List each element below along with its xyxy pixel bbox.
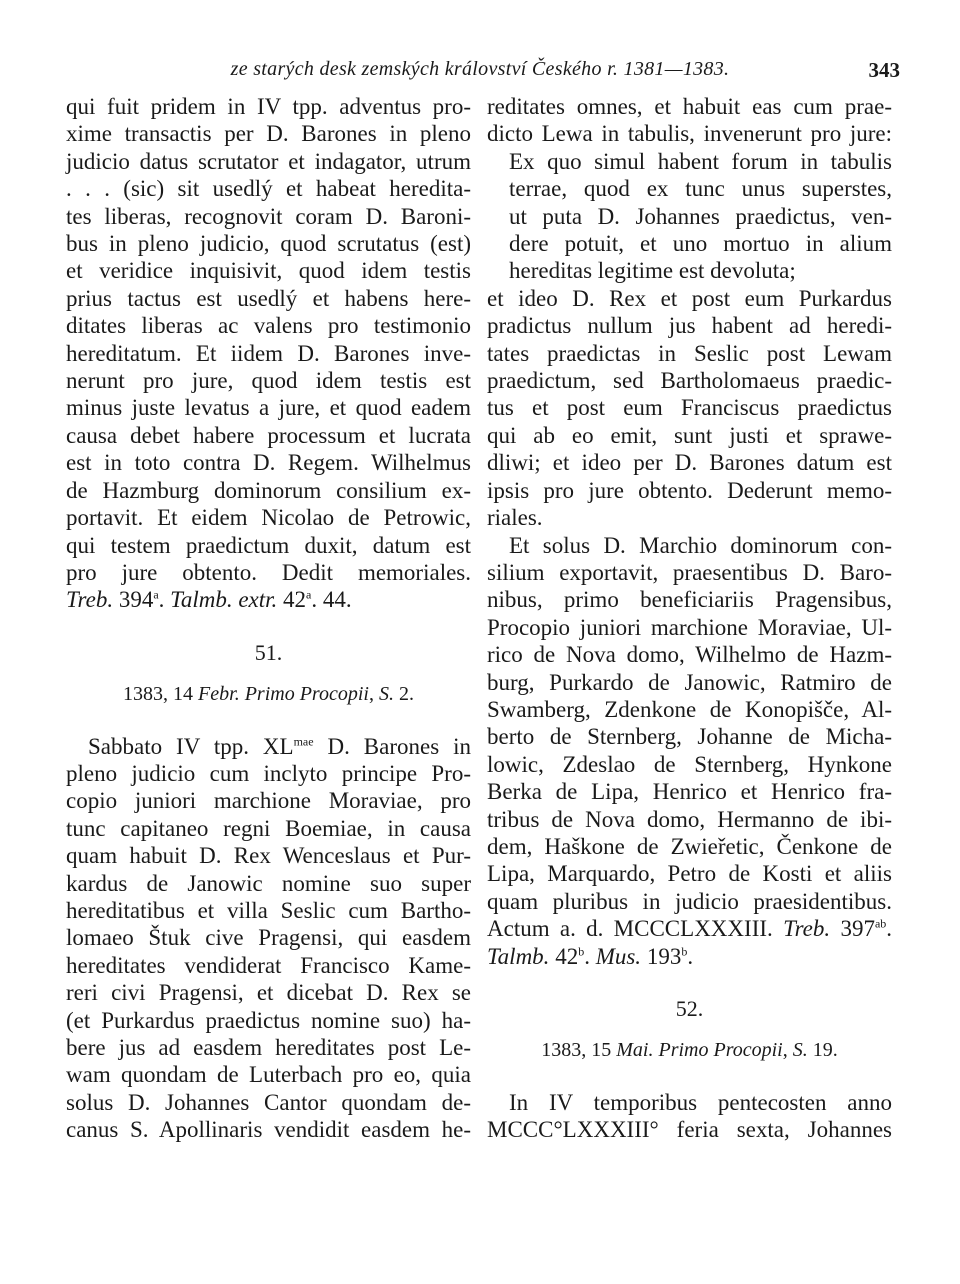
- text-line: Procopio juniori marchione Moraviae, Ul-: [487, 614, 892, 640]
- text-line: dicto Lewa in tabulis, invenerunt pro jure:: [487, 121, 892, 147]
- ref-value: 42: [283, 587, 307, 613]
- text-line: Lipa, Marquardo, Petro de Kosti et aliis: [487, 861, 892, 887]
- ref-value: 394: [118, 587, 154, 613]
- sabbato-sup: mae: [293, 733, 314, 748]
- ref-sup: a: [153, 587, 159, 602]
- text-line: tunc capitaneo regni Boemiae, in causa: [66, 815, 471, 841]
- text-line: tus et post eum Franciscus praedictus: [487, 395, 892, 421]
- text-line: ut puta D. Johannes praedictus, ven-: [509, 203, 892, 229]
- text-line: riales.: [487, 505, 543, 531]
- ref-talmb: Talmb.: [487, 943, 550, 969]
- ref-value: . 44.: [311, 587, 352, 613]
- sabbato-rest: D. Barones in: [313, 733, 471, 759]
- text-line: est in toto contra D. Regem. Wilhelmus: [66, 450, 471, 476]
- ref-mus: Mus.: [595, 943, 642, 969]
- text-line: Ex quo simul habent forum in tabulis: [509, 148, 892, 174]
- text-line: hereditatibus et villa Seslic cum Bartho-: [66, 897, 471, 923]
- actum-text: Actum a. d. MCCCLXXXIII.: [487, 916, 773, 942]
- ref-sup: b: [578, 943, 585, 958]
- ref-value: 42: [555, 943, 579, 969]
- text-line: MCCC°LXXXIII° feria sexta, Johannes: [487, 1117, 892, 1143]
- page-number: 343: [868, 58, 900, 82]
- paragraph-left-2: [66, 733, 471, 1144]
- reference-line: Treb. 394$^a$. Talmb. extr. 42$^a$. 44.: [66, 587, 352, 613]
- text-line: solus D. Johannes Cantor quondam de-: [66, 1089, 471, 1115]
- text-line: wam quondam de Luterbach pro eo, quia: [66, 1062, 471, 1088]
- paragraph-left-1: [66, 93, 471, 614]
- text-line: terrae, quod ex tunc unus superstes,: [509, 176, 892, 202]
- text-line: copio juniori marchione Moraviae, pro: [66, 788, 471, 814]
- reference-line: Actum a. d. MCCCLXXXIII. Treb. $397^{ab}$.: [487, 916, 893, 942]
- text-line: qui ab eo emit, sunt justi et sprawe-: [487, 422, 892, 448]
- text-line: hereditates vendiderat Francisco Kame-: [66, 952, 471, 978]
- text-line: canus S. Apollinaris vendidit easdem he-: [66, 1117, 471, 1143]
- ref-sup: b: [681, 943, 688, 958]
- text-line: et ideo D. Rex et post eum Purkardus: [487, 285, 892, 311]
- text-line: causa debet habere processum et lucrata: [66, 422, 471, 448]
- text-line: burg, Purkardo de Janowic, Ratmiro de: [487, 669, 892, 695]
- text-line: ditates liberas ac valens pro testimonio: [66, 313, 471, 339]
- text-line: dliwi; et ideo per D. Barones datum est: [487, 450, 892, 476]
- text-line: (et Purkardus praedictus nomine suo) ha-: [66, 1007, 471, 1033]
- text-line: et veridice inquisivit, quod idem testis: [66, 258, 471, 284]
- text-line: silium exportavit, praesentibus D. Baro-: [487, 559, 892, 585]
- text-line: lowic, Zdeslao de Sternberg, Hynkone: [487, 751, 892, 777]
- page-header: [60, 58, 900, 90]
- text-line: hereditatum. Et iidem D. Barones inve-: [66, 340, 471, 366]
- text-line: reditates omnes, et habuit eas cum prae-: [487, 94, 892, 119]
- text-line: tribus de Nova domo, Hermanno de ibi-: [487, 806, 892, 832]
- text-line: praedictum, sed Bartholomaeus praedic-: [487, 368, 892, 394]
- text-line: ipsis pro jure obtento. Dederunt memo-: [487, 477, 892, 503]
- text-line: prius tactus est usedlý et habens here-: [66, 285, 471, 311]
- text-line: nerunt pro jure, quod idem testis est: [66, 368, 471, 394]
- text-line: dere potuit, et uno mortuo in alium: [509, 231, 892, 257]
- reference-line: Talmb. 42$^b$. Mus. 193$^b$.: [487, 943, 694, 969]
- text-line: . . . (sic) sit usedlý et habeat heredita-: [66, 176, 471, 202]
- paragraph-right-2: [487, 285, 892, 532]
- text-line: qui fuit pridem in IV tpp. adventus pro-: [66, 94, 471, 119]
- document-number-52: 52.: [675, 996, 704, 1021]
- paragraph-right-4: [487, 1089, 892, 1144]
- ref-treb: Treb.: [783, 916, 831, 942]
- text-line: tes liberas, recognovit coram D. Baroni-: [66, 203, 471, 229]
- paragraph-right-3: [487, 532, 892, 971]
- text-line: rico de Nova domo, Wilhelmo de Hazm-: [487, 642, 892, 668]
- ref-value: 397: [840, 916, 875, 942]
- text-line: nibus, primo beneficiariis Pragensibus,: [487, 587, 892, 613]
- ref-treb: Treb.: [66, 587, 114, 613]
- running-title: ze starých desk zemských království Českého r. 1381—1383.: [230, 58, 730, 80]
- ref-sup: ab: [874, 916, 887, 931]
- right-column: [487, 93, 892, 1144]
- text-line: reri civi Pragensi, et dicebat D. Rex se: [66, 980, 471, 1006]
- text-line: Swamberg, Zdenkone de Konopišče, Al-: [487, 696, 892, 722]
- text-line: judicio datus scrutator et indagator, utrum: [66, 148, 471, 174]
- text-line: minus juste levatus a jure, et quod eadem: [66, 395, 471, 421]
- indented-clause: [487, 148, 892, 285]
- ref-sup: a: [306, 587, 312, 602]
- text-line: bus in pleno judicio, quod scrutatus (est): [66, 231, 471, 257]
- text-line: lomaeo Štuk cive Pragensi, qui easdem: [66, 925, 471, 951]
- text-line: portavit. Et eidem Nicolao de Petrowic,: [66, 505, 471, 531]
- document-date-52: 1383, 15 Mai. Primo Procopii, S. 19.: [541, 1039, 838, 1062]
- text-line: quam habuit D. Rex Wenceslaus et Pur-: [66, 843, 471, 869]
- text-line: berto de Sternberg, Johanne de Micha-: [487, 724, 892, 750]
- paragraph-right-1: [487, 93, 892, 148]
- text-line: de Hazmburg dominorum consilium ex-: [66, 477, 471, 503]
- text-line: In IV temporibus pentecosten anno: [509, 1089, 892, 1115]
- text-line: bere jus ad easdem hereditates post Le-: [66, 1035, 471, 1060]
- ref-talmb: Talmb. extr.: [170, 587, 278, 613]
- text-line: pleno judicio cum inclyto principe Pro-: [66, 760, 471, 786]
- text-line: hereditas legitime est devoluta;: [509, 258, 796, 284]
- left-column: [66, 93, 471, 1144]
- text-line: [66, 733, 471, 760]
- text-line: quam pluribus in judicio praesidentibus.: [487, 888, 892, 914]
- ref-value: 193: [646, 943, 682, 969]
- text-line: Berka de Lipa, Henrico et Henrico fra-: [487, 779, 892, 805]
- text-line: pro jure obtento. Dedit memoriales.: [66, 559, 471, 585]
- sabbato-text: Sabbato IV tpp. XL: [88, 733, 294, 759]
- document-number-51: 51.: [254, 639, 283, 665]
- text-line: dem, Haškone de Zwieřetic, Čenkone de: [487, 833, 892, 859]
- text-line: qui testem praedictum duxit, datum est: [66, 532, 471, 558]
- text-line: kardus de Janowic nomine suo super: [66, 870, 471, 896]
- text-line: tates praedictas in Seslic post Lewam: [487, 340, 892, 366]
- document-date-51: 1383, 14 Febr. Primo Procopii, S. 2.: [123, 683, 414, 706]
- text-line: xime transactis per D. Barones in pleno: [66, 121, 471, 147]
- text-line: Et solus D. Marchio dominorum con-: [509, 532, 892, 558]
- text-line: pradictus nullum jus habent ad heredi-: [487, 313, 892, 339]
